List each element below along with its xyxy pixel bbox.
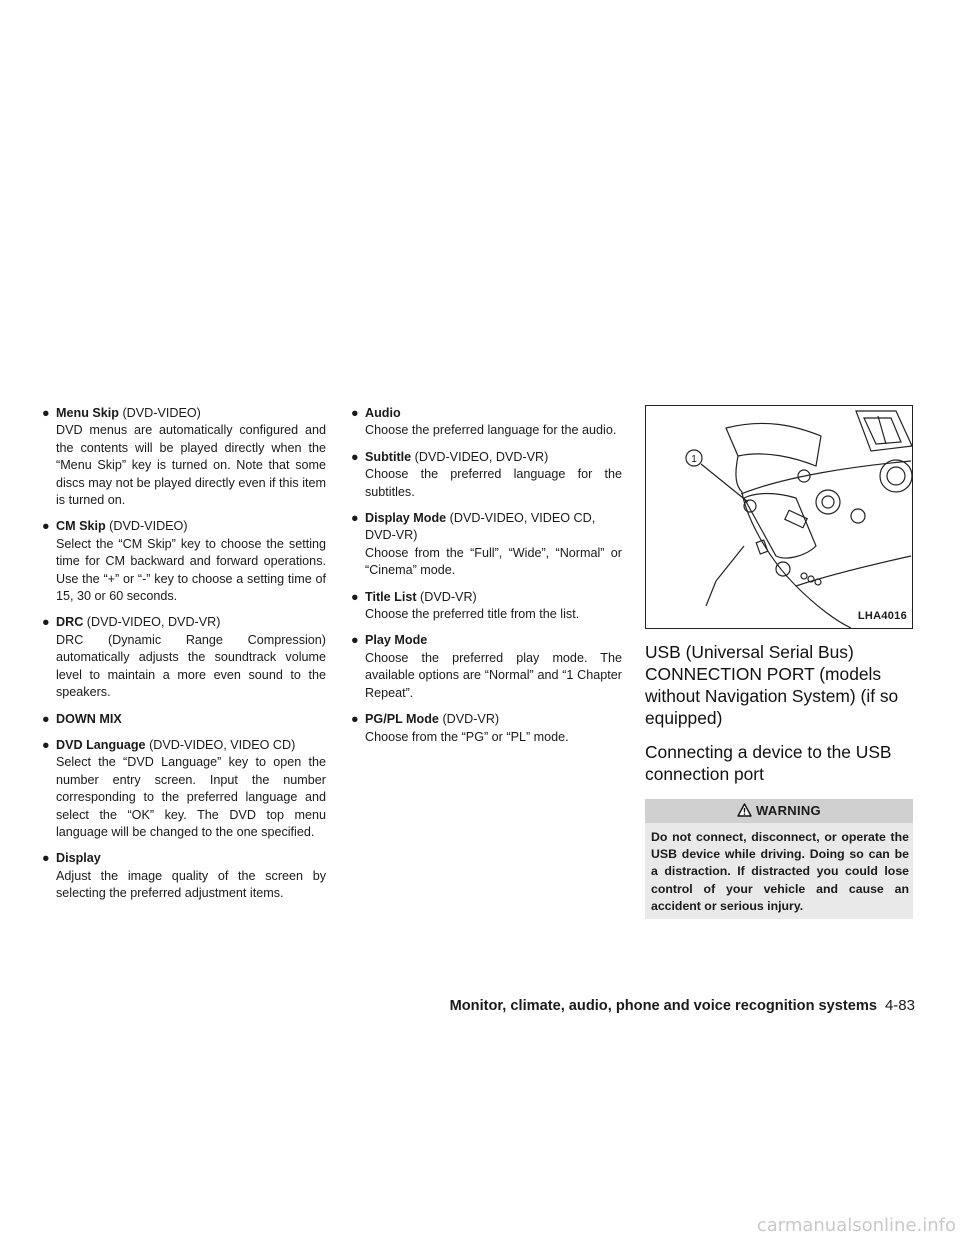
bullet: ● [42,519,50,534]
item-qualifier: (DVD-VIDEO, VIDEO CD) [145,737,296,752]
warning-text: Do not connect, disconnect, or operate the USB device while driving. Doing so can be a distraction. If distracted you could lose control of your vehicle and cause an accident or serious injury. [651,830,909,913]
bullet: ● [42,737,50,752]
bullet: ● [42,406,50,420]
item-term: DRC [56,615,84,630]
list-item-display-mode [349,510,622,580]
list-item-pg-pl-mode [349,711,622,746]
usb-port-illustration [645,405,913,629]
list-item-title-list [349,589,622,624]
item-body: Adjust the image quality of the screen by selecting the preferred adjustment items. [56,868,326,901]
list-item-subtitle [349,449,622,501]
item-term: Subtitle [365,449,412,464]
left-column [40,405,326,912]
list-item-audio [349,405,622,440]
item-qualifier: (DVD-VR) [438,712,500,727]
item-body: Choose the preferred play mode. The available options are “Normal” and “1 Chapter Repeat”. [365,650,622,700]
bullet: ● [351,406,359,420]
middle-column [349,405,622,755]
list-item-play-mode [349,632,622,702]
item-body: DRC (Dynamic Range Compression) automatically adjusts the soundtrack volume level to maintain a more even sound to the speakers. [56,632,326,700]
list-item-dvd-language [40,737,326,841]
item-body: DVD menus are automatically configured and the contents will be played directly when the “Menu Skip” key is turned on. Note that some discs may not be played directly even if this item is turned on. [56,423,326,508]
item-qualifier: (DVD-VIDEO, DVD-VR) [411,449,549,464]
item-body: Choose from the “PG” or “PL” mode. [365,729,569,744]
warning-triangle-icon [737,803,752,817]
console-drawing [646,406,912,628]
item-term: Audio [365,406,401,420]
item-term: Display Mode [365,511,447,526]
bullet: ● [42,615,50,630]
list-item-cm-skip [40,518,326,605]
page-number: 4-83 [884,997,915,1014]
item-body: Choose the preferred language for the subtitles. [365,467,622,499]
figure-code: LHA4016 [857,609,907,622]
item-qualifier: (DVD-VR) [416,589,477,604]
item-term: PG/PL Mode [365,712,439,727]
bullet: ● [351,511,359,526]
watermark: carmanualsonline.info [756,1215,956,1236]
item-term: Display [56,851,101,866]
item-qualifier: (DVD-VIDEO) [118,406,201,420]
item-qualifier: (DVD-VIDEO) [105,519,188,534]
list-item-down-mix [40,711,326,728]
subsection-heading: Connecting a device to the USB connection port [645,742,892,784]
item-term: DVD Language [56,737,146,752]
warning-box [645,799,913,919]
page-footer [450,997,915,1014]
footer-section-title: Monitor, climate, audio, phone and voice recognition systems [449,998,877,1014]
item-body: Choose from the “Full”, “Wide”, “Normal” or “Cinema” mode. [365,545,622,578]
item-term: Menu Skip [56,406,119,420]
item-term: CM Skip [56,519,106,534]
callout-number: 1 [691,454,697,465]
section-heading: USB (Universal Serial Bus) CONNECTION PORT (models without Navigation System) (if so equipped) [645,642,899,728]
bullet: ● [351,589,359,604]
item-body: Choose the preferred language for the audio. [365,423,617,438]
list-item-drc [40,614,326,701]
bullet: ● [351,712,359,727]
bullet: ● [351,449,359,464]
item-term: Play Mode [365,633,428,648]
item-qualifier: (DVD-VIDEO, VIDEO CD, DVD-VR) [365,511,596,543]
warning-title: WARNING [756,803,821,818]
bullet: ● [42,851,50,866]
item-body: Select the “CM Skip” key to choose the setting time for CM backward and forward operations. Use the “+” or “-” key to choose a setting time of 15, 30 or 60 seconds. [56,536,326,604]
item-body: Select the “DVD Language” key to open the number entry screen. Input the number corresponding to the preferred language and select the “OK” key. The DVD top menu language will be changed to the one specified. [56,755,326,839]
right-column [645,405,913,919]
item-term: DOWN MIX [56,711,122,726]
item-qualifier: (DVD-VIDEO, DVD-VR) [83,615,221,630]
item-term: Title List [365,589,417,604]
bullet: ● [351,633,359,648]
bullet: ● [42,711,50,726]
item-body: Choose the preferred title from the list. [365,607,580,622]
warning-header [645,799,913,823]
list-item-display [40,850,326,902]
list-item-menu-skip [40,405,326,509]
